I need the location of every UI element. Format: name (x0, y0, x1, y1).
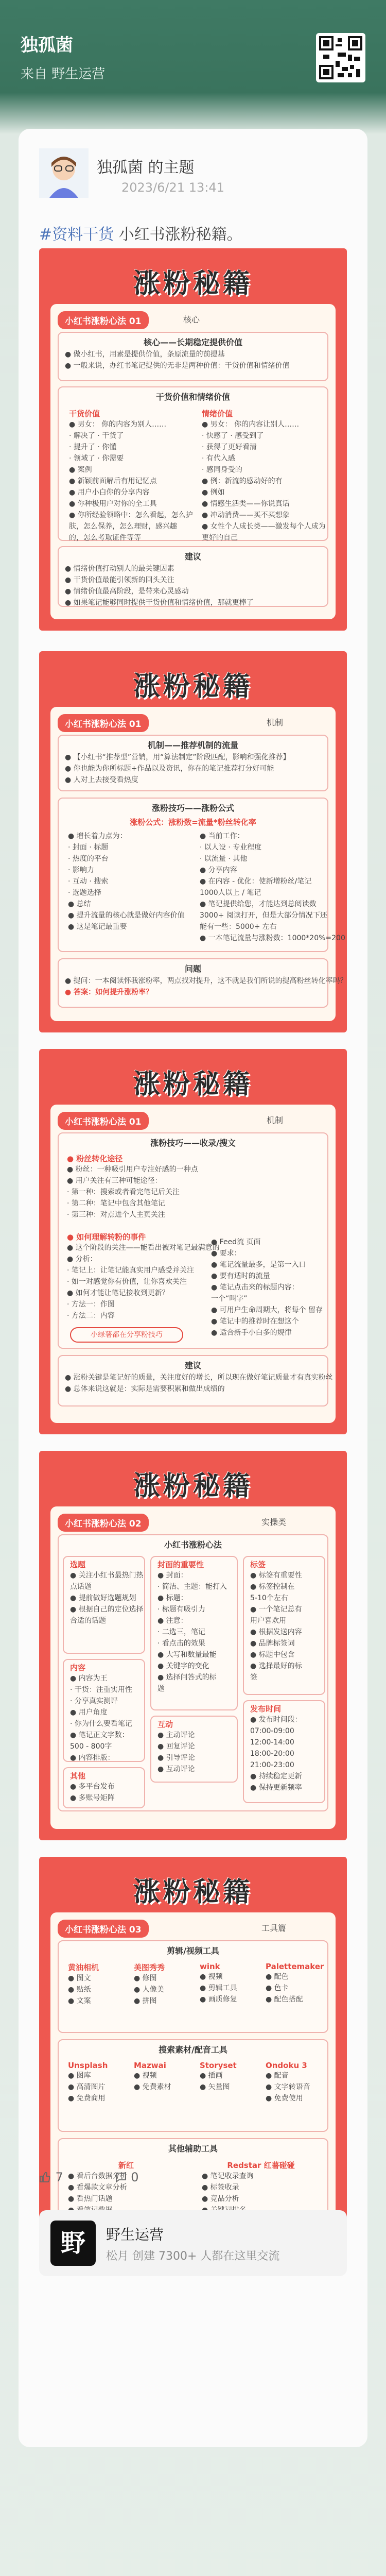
card-line: ● 关键字的变化 (157, 1662, 209, 1670)
event-line: ● 分析： (67, 1255, 97, 1263)
card-line: 5-10个左右 (250, 1594, 288, 1602)
question-box (58, 958, 347, 1008)
value-line: ● 例如 (202, 488, 225, 497)
card-line: ● 主动评论 (157, 1731, 195, 1739)
value-line: 更好的自己 (202, 534, 238, 542)
account-desc: 松月 创建 7300+ 人都在这里交流 (106, 2250, 280, 2263)
event-line: ● 如何才能让笔记接收到更新？ (67, 1289, 169, 1297)
tip-line: ● 干货价值最能引领新的回头关注 (65, 576, 174, 584)
thumbs-up-icon (39, 2171, 51, 2183)
card-heading: 内容 (70, 1663, 86, 1672)
tips-title: 建议 (184, 1361, 201, 1370)
formula-line: 能有一些：5000+ 左右 (200, 923, 277, 931)
like-button[interactable] (39, 2170, 91, 2184)
card-line: 21:00-23:00 (250, 1761, 294, 1769)
formula-line: · 选题选择 (68, 889, 101, 897)
feed-line: 一个“叫字” (211, 1295, 248, 1303)
tool-line: ● 配色搭配 (266, 1995, 303, 2004)
card-line: 合适的话题 (70, 1617, 106, 1625)
tip-line: ● 总体来说这就是：实际是需要积累和做出成绩的 (65, 1385, 225, 1393)
formula-line: · 以人设 · 专业程度 (200, 843, 262, 852)
path-line: ● 粉丝：一种吸引用户专注好感的一种点 (67, 1165, 198, 1174)
poster-sub: 机制 (267, 718, 284, 727)
card-line: 07:00-09:00 (250, 1727, 294, 1735)
banner: 小绿薯都在分享粉技巧 (70, 1327, 183, 1343)
card-line: ● 标签有重要性 (250, 1571, 302, 1580)
value-line: ● 女性个人成长类——激发每个人成为 (202, 522, 326, 531)
practice-box (58, 1534, 328, 1811)
poster-3[interactable] (39, 1049, 347, 1434)
poster-title: 涨粉秘籍 (133, 268, 253, 299)
value-line: · 获得了更好看清 (202, 443, 257, 451)
from-line (21, 63, 365, 82)
formula-line: ● 提升流量的核心就是做好内容价值 (68, 911, 185, 920)
card-line: ● 标题中包含 (250, 1651, 295, 1659)
header-qr-code[interactable] (316, 33, 365, 82)
feed-line: ● 要有适时的流量 (211, 1272, 270, 1280)
card-line: 点话题 (70, 1583, 92, 1591)
comment-count: 0 (131, 2170, 139, 2184)
path-line: ● 用户关注有三种可能途径： (67, 1177, 162, 1185)
value-line: ● 你所经验领略中：怎么看起，怎么护 (69, 511, 193, 519)
formula-line: ● 一本笔记流量与涨粉数：1000*20%=200 (200, 934, 345, 942)
tool-line: ● 图文 (68, 1974, 91, 1982)
time-card (243, 1700, 325, 1803)
tool-name: 黄油相机 (68, 1963, 99, 1972)
feed-line: ● 适合新手小白多的规律 (211, 1329, 292, 1337)
card-line: ● 标题： (157, 1594, 188, 1602)
poster-2[interactable] (39, 651, 347, 1032)
skill-title: 涨粉技巧——收录/搜文 (150, 1138, 236, 1148)
tool-line: ● 看爆款文章分析 (68, 2183, 127, 2192)
core-line: ● 一般来说，办红书笔记提供的无非是两种价值：干货价值和情绪价值 (65, 362, 290, 370)
tool-line: ● 矢量图 (200, 2083, 230, 2091)
tool-line: ● 竞品分析 (202, 2195, 239, 2203)
tool-line: ● 标签收录 (202, 2183, 239, 2192)
poster-sub: 工具篇 (261, 1923, 287, 1933)
path-heading: ● 粉丝转化途径 (67, 1154, 123, 1163)
mech-line: ● 你也能为你所标题+作品以及资讯，你在的笔记推荐打分好可能 (65, 765, 274, 773)
formula-line: ● 总结 (68, 900, 91, 908)
card-line: 12:00-14:00 (250, 1738, 294, 1747)
mech-box (58, 735, 328, 791)
core-line: ● 做小红书，用素是提供价值，条原流量的前提基 (65, 350, 225, 359)
mech-title: 机制——推荐机制的流量 (147, 740, 238, 750)
feed-line: ● 可用户生命周期大，将每个 留存 (211, 1306, 323, 1314)
tool-name: 新红 (118, 2161, 134, 2170)
question-title: 问题 (184, 964, 201, 974)
value-line: ● 案例 (69, 466, 92, 474)
value-line: ● 你种极用户对你的全工具 (69, 500, 157, 508)
event-line: · 笔记上：让笔记能真实用户感受并关注 (67, 1266, 194, 1275)
tool-name: Mazwai (134, 2061, 166, 2070)
tip-line: ● 涨粉关键是笔记好的质量，关注度好的增长，所以现在做好笔记质量才有真实粉丝 (65, 1374, 333, 1382)
card-line: 签 (250, 1673, 257, 1682)
tool-line: ● 修图 (134, 1974, 157, 1982)
card-line: ● 关注小红书最热门热 (70, 1571, 144, 1580)
poster-5[interactable] (39, 1857, 347, 2269)
formula-line: ● 分享内容 (200, 866, 237, 874)
title-text: 小红书涨粉秘籍。 (118, 226, 242, 244)
value-line: · 快感了 · 感受到了 (202, 432, 264, 440)
value-title: 干货价值和情绪价值 (155, 392, 230, 402)
tip-line: ● 情绪价值打动别人的最关键因素 (65, 565, 174, 573)
formula-line: · 封面 · 标题 (68, 843, 109, 852)
poster-1[interactable] (39, 248, 347, 631)
post-time: 2023/6/21 13:41 (121, 180, 224, 195)
value-box (58, 386, 328, 541)
formula-line: 1000人以上 / 笔记 (200, 889, 261, 897)
card-line: 500 - 800字 (70, 1742, 112, 1751)
post-stats (39, 2170, 186, 2184)
account-logo: 野 (50, 2221, 96, 2266)
answer-line: ● 答案：如何提升涨粉率？ (65, 988, 153, 996)
account-name: 野生运营 (106, 2226, 164, 2243)
card-line: · 标题有吸引力 (157, 1605, 205, 1614)
tips-box (58, 1355, 333, 1406)
poster-pill: 小红书涨粉心法 03 (58, 1920, 149, 1938)
poster-sub: 实操类 (261, 1517, 287, 1527)
content-card (63, 1659, 145, 1762)
tool-line: ● 看热门话题 (68, 2195, 113, 2203)
topic-card (63, 1556, 145, 1654)
account-card[interactable] (39, 2210, 347, 2276)
tool-line: ● 配色 (266, 1973, 289, 1981)
poster-title: 涨粉秘籍 (133, 1877, 253, 1908)
feed-line: ● Feed流 页面 (211, 1238, 261, 1246)
formula-line: · 互动 · 搜索 (68, 877, 109, 886)
value-line: ● 用户小白你的分享内容 (69, 488, 150, 497)
formula-line: ● 笔记提供给您，才能达到总阅读数 (200, 900, 317, 908)
poster-pill: 小红书涨粉心法 01 (58, 311, 149, 329)
poster-paper (50, 707, 347, 1021)
formula-line: ● 增长着力点为： (68, 832, 127, 840)
tool-name: Ondoku 3 (266, 2061, 307, 2070)
poster-pill: 小红书涨粉心法 02 (58, 1514, 149, 1532)
card-line: · 分享真实测评 (70, 1697, 118, 1705)
card-line: 18:00-20:00 (250, 1750, 294, 1758)
card-line: ● 内容排版： (70, 1754, 115, 1762)
author-name: 独孤菌 (21, 35, 73, 56)
card-heading: 封面的重要性 (157, 1560, 204, 1569)
tool-line: ● 免费商用 (68, 2094, 106, 2103)
card-line: 题 (157, 1685, 165, 1693)
tool-line: ● 笔记收录查询 (202, 2172, 254, 2180)
practice-title: 小红书涨粉心法 (164, 1540, 222, 1550)
formula-line: 3000+ 阅读打开，但是大部分情况下还 (200, 911, 327, 920)
value-line: ● 情感生活类——你说真话 (202, 500, 290, 508)
formula-line: ● 在内容 - 优化：使新增粉丝/笔记 (200, 877, 312, 886)
formula-text: 涨粉公式：涨粉数=流量*粉丝转化率 (130, 818, 256, 827)
card-line: ● 注意： (157, 1617, 188, 1625)
card-line: ● 标签控制在 (250, 1583, 295, 1591)
card-line: ● 封面： (157, 1571, 188, 1580)
tool-line: ● 贴纸 (68, 1986, 91, 1994)
formula-heading: 涨粉技巧——涨粉公式 (151, 803, 234, 813)
avatar[interactable] (39, 148, 89, 198)
post-username: 独孤菌 的主题 (97, 159, 195, 177)
poster-paper (50, 1105, 336, 1423)
card-line: ● 笔记正文字数： (70, 1731, 129, 1739)
tool-line: ● 色卡 (266, 1984, 289, 1992)
card-line: ● 一个笔记总有 (250, 1605, 302, 1614)
from-account[interactable]: 野生运营 (51, 66, 106, 82)
feed-line: ● 笔记中的推荐时在想这个 (211, 1317, 299, 1326)
poster-4[interactable] (39, 1451, 347, 1840)
value-line: · 解决了 · 干货了 (69, 432, 124, 440)
tip-line: ● 情绪价值最高阶段，是带来心灵感动 (65, 587, 189, 596)
card-line: ● 发布时间段： (250, 1716, 302, 1724)
value-line: 肤，怎么保养，怎么理财，感兴趣 (69, 522, 177, 531)
group-title: 搜索素材/配音工具 (159, 2045, 227, 2055)
cover-card (150, 1556, 238, 1710)
value-line: ● 例：新流的感动好的有 (202, 477, 283, 485)
event-line: · 如一对感觉你有价值，让你喜欢关注 (67, 1278, 187, 1286)
path-line: · 第二种：笔记中包含其他笔记 (67, 1199, 165, 1208)
card-line: ● 保持更新频率 (250, 1784, 302, 1792)
poster-title: 涨粉秘籍 (133, 671, 253, 702)
tip-line: ● 如果笔记能够同时提供干货价值和情绪价值，那就更棒了 (65, 599, 254, 607)
topic-tag[interactable]: #资料干货 (39, 226, 114, 244)
tool-line: ● 看后台数据分析 (68, 2172, 127, 2180)
mech-line: ● 【小红书“推荐型”营销，用“算法制定”阶段匹配，影响和强化推荐】 (65, 753, 290, 761)
card-line: ● 多平台发布 (70, 1783, 115, 1791)
tool-name: Storyset (200, 2061, 237, 2070)
poster-pill: 小红书涨粉心法 01 (58, 714, 149, 732)
card-heading: 标签 (250, 1560, 266, 1569)
poster-paper (50, 1912, 336, 2258)
value-line: ● 男女： 你的内容让别人…… (202, 420, 300, 429)
group-title: 其他辅助工具 (168, 2144, 218, 2154)
tools-group-1 (58, 1940, 328, 2033)
feed-line: ● 笔记点击来的标题内容： (211, 1283, 299, 1292)
tool-line: ● 免费素材 (134, 2083, 171, 2091)
card-line: ● 回复评论 (157, 1742, 195, 1751)
right-heading: 情绪价值 (202, 409, 233, 418)
card-line: ● 大写和数量最能 (157, 1651, 217, 1659)
card-line: · 看点击的效果 (157, 1639, 205, 1648)
feed-line: ● 要求： (211, 1249, 241, 1258)
tool-line: ● 免费使用 (266, 2094, 303, 2103)
left-heading: 干货价值 (69, 409, 100, 418)
card-line: ● 根据自己的定位选择 (70, 1605, 144, 1614)
tool-name: 美图秀秀 (134, 1963, 165, 1972)
tool-line: ● 高清图片 (68, 2083, 106, 2091)
poster-sub: 核心 (183, 315, 200, 325)
tool-line: ● 视频 (200, 1973, 223, 1981)
path-line: · 第一种：搜索或者看完笔记后关注 (67, 1188, 180, 1196)
tool-line: ● 文字转语音 (266, 2083, 310, 2091)
formula-line: · 以流量 · 其他 (200, 855, 248, 863)
tool-name: wink (200, 1962, 220, 1971)
event-line: ● 这个阶段的关注——能看出被对笔记最满意的 (67, 1244, 220, 1252)
tool-line: ● 人像美 (134, 1986, 164, 1994)
event-line: · 方法二：内容 (67, 1312, 115, 1320)
card-line: ● 选择最好的标 (250, 1662, 302, 1670)
formula-line: ● 当前工作： (200, 832, 244, 840)
card-line: ● 持续稳定更新 (250, 1772, 302, 1781)
skill-box (58, 1132, 328, 1349)
value-line: ● 男女： 你的内容为别人…… (69, 420, 167, 429)
tool-name: Redstar 红薯碰碰 (227, 2161, 295, 2170)
poster-sub: 机制 (267, 1115, 284, 1125)
event-line: · 方法一：作图 (67, 1300, 115, 1309)
header (0, 0, 386, 98)
mech-line: ● 人对上去接受看热度 (65, 776, 138, 784)
poster-title: 涨粉秘籍 (133, 1069, 253, 1100)
card-line: ● 引导评论 (157, 1754, 195, 1762)
tools-group-2 (58, 2039, 328, 2132)
core-box (58, 332, 328, 381)
comment-button[interactable] (115, 2170, 163, 2184)
event-heading: ● 如何理解转粉的事件 (67, 1232, 146, 1242)
card-line: ● 多账号矩阵 (70, 1794, 115, 1802)
poster-paper (50, 304, 336, 619)
tool-name: Unsplash (68, 2061, 108, 2070)
feed-line: ● 笔记流量最多，是第一入口 (211, 1261, 306, 1269)
tool-line: ● 剪辑工具 (200, 1984, 237, 1992)
card-heading: 互动 (157, 1720, 173, 1729)
card-heading: 选题 (70, 1560, 86, 1569)
group-title: 剪辑/视频工具 (167, 1946, 219, 1956)
poster-pill: 小红书涨粉心法 01 (58, 1112, 149, 1130)
card-line: ● 选择问答式的标 (157, 1673, 217, 1682)
value-line: · 感同身受的 (202, 466, 242, 474)
value-line: · 有代入感 (202, 454, 235, 463)
card-heading: 其他 (70, 1771, 86, 1781)
interaction-card (150, 1716, 238, 1783)
like-count: 7 (55, 2170, 63, 2184)
question-line: ● 提问：一本阅读怀我涨粉率，两点找对提升，这不就是我们所说的提高粉丝转化率吗？ (65, 977, 347, 985)
card-line: ● 内容为王 (70, 1674, 108, 1683)
formula-line: · 热度的平台 (68, 855, 109, 863)
tool-name: Palettemaker (266, 1962, 324, 1971)
tool-line: ● 拼图 (134, 1997, 157, 2005)
formula-line: · 影响力 (68, 866, 94, 874)
card-line: · 干货：注重实用性 (70, 1686, 132, 1694)
comment-icon (115, 2171, 127, 2183)
from-prefix: 来自 (21, 66, 48, 82)
tips-box (58, 546, 328, 607)
post-card (19, 129, 367, 2447)
card-line: · 二选三，笔记 (157, 1628, 205, 1636)
card-line: · 你为什么要看笔记 (70, 1720, 132, 1728)
tool-line: ● 插画 (200, 2072, 223, 2080)
poster-title: 涨粉秘籍 (133, 1471, 253, 1502)
value-line: ● 新颖前面解后有用记忆点 (69, 477, 157, 485)
card-line: ● 用户角度 (70, 1708, 108, 1717)
value-line: · 领域了 · 你需要 (69, 454, 124, 463)
value-line: 的，怎么考取证件等等 (69, 534, 141, 542)
tag-card (243, 1556, 325, 1695)
value-line: ● 冲动消费——买不买想象 (202, 511, 290, 519)
formula-line: ● 这是笔记最重要 (68, 923, 127, 931)
tool-line: ● 配音 (266, 2072, 289, 2080)
user-row (39, 148, 348, 205)
core-title: 核心——长期稳定提供价值 (143, 337, 242, 347)
formula-box (58, 798, 345, 952)
poster-paper (50, 1506, 336, 1829)
card-line: · 简洁、主题：能打入 (157, 1583, 227, 1591)
card-line: ● 根据发送内容 (250, 1628, 302, 1636)
value-line: · 提升了 · 你懂 (69, 443, 117, 451)
path-line: · 第三种：对点进个人主页关注 (67, 1211, 165, 1219)
card-line: 用户喜欢用 (250, 1617, 286, 1625)
card-line: ● 互动评论 (157, 1765, 195, 1773)
tool-line: ● 文案 (68, 1997, 91, 2005)
tool-line: ● 画质修复 (200, 1995, 237, 2004)
card-line: ● 品牌标签词 (250, 1639, 295, 1648)
card-line: ● 提前做好选题规划 (70, 1594, 136, 1602)
card-heading: 发布时间 (250, 1704, 282, 1714)
tips-title: 建议 (184, 552, 201, 562)
tool-line: ● 图库 (68, 2072, 91, 2080)
other-card (63, 1767, 145, 1808)
tool-line: ● 视频 (134, 2072, 157, 2080)
post-title (39, 222, 242, 244)
